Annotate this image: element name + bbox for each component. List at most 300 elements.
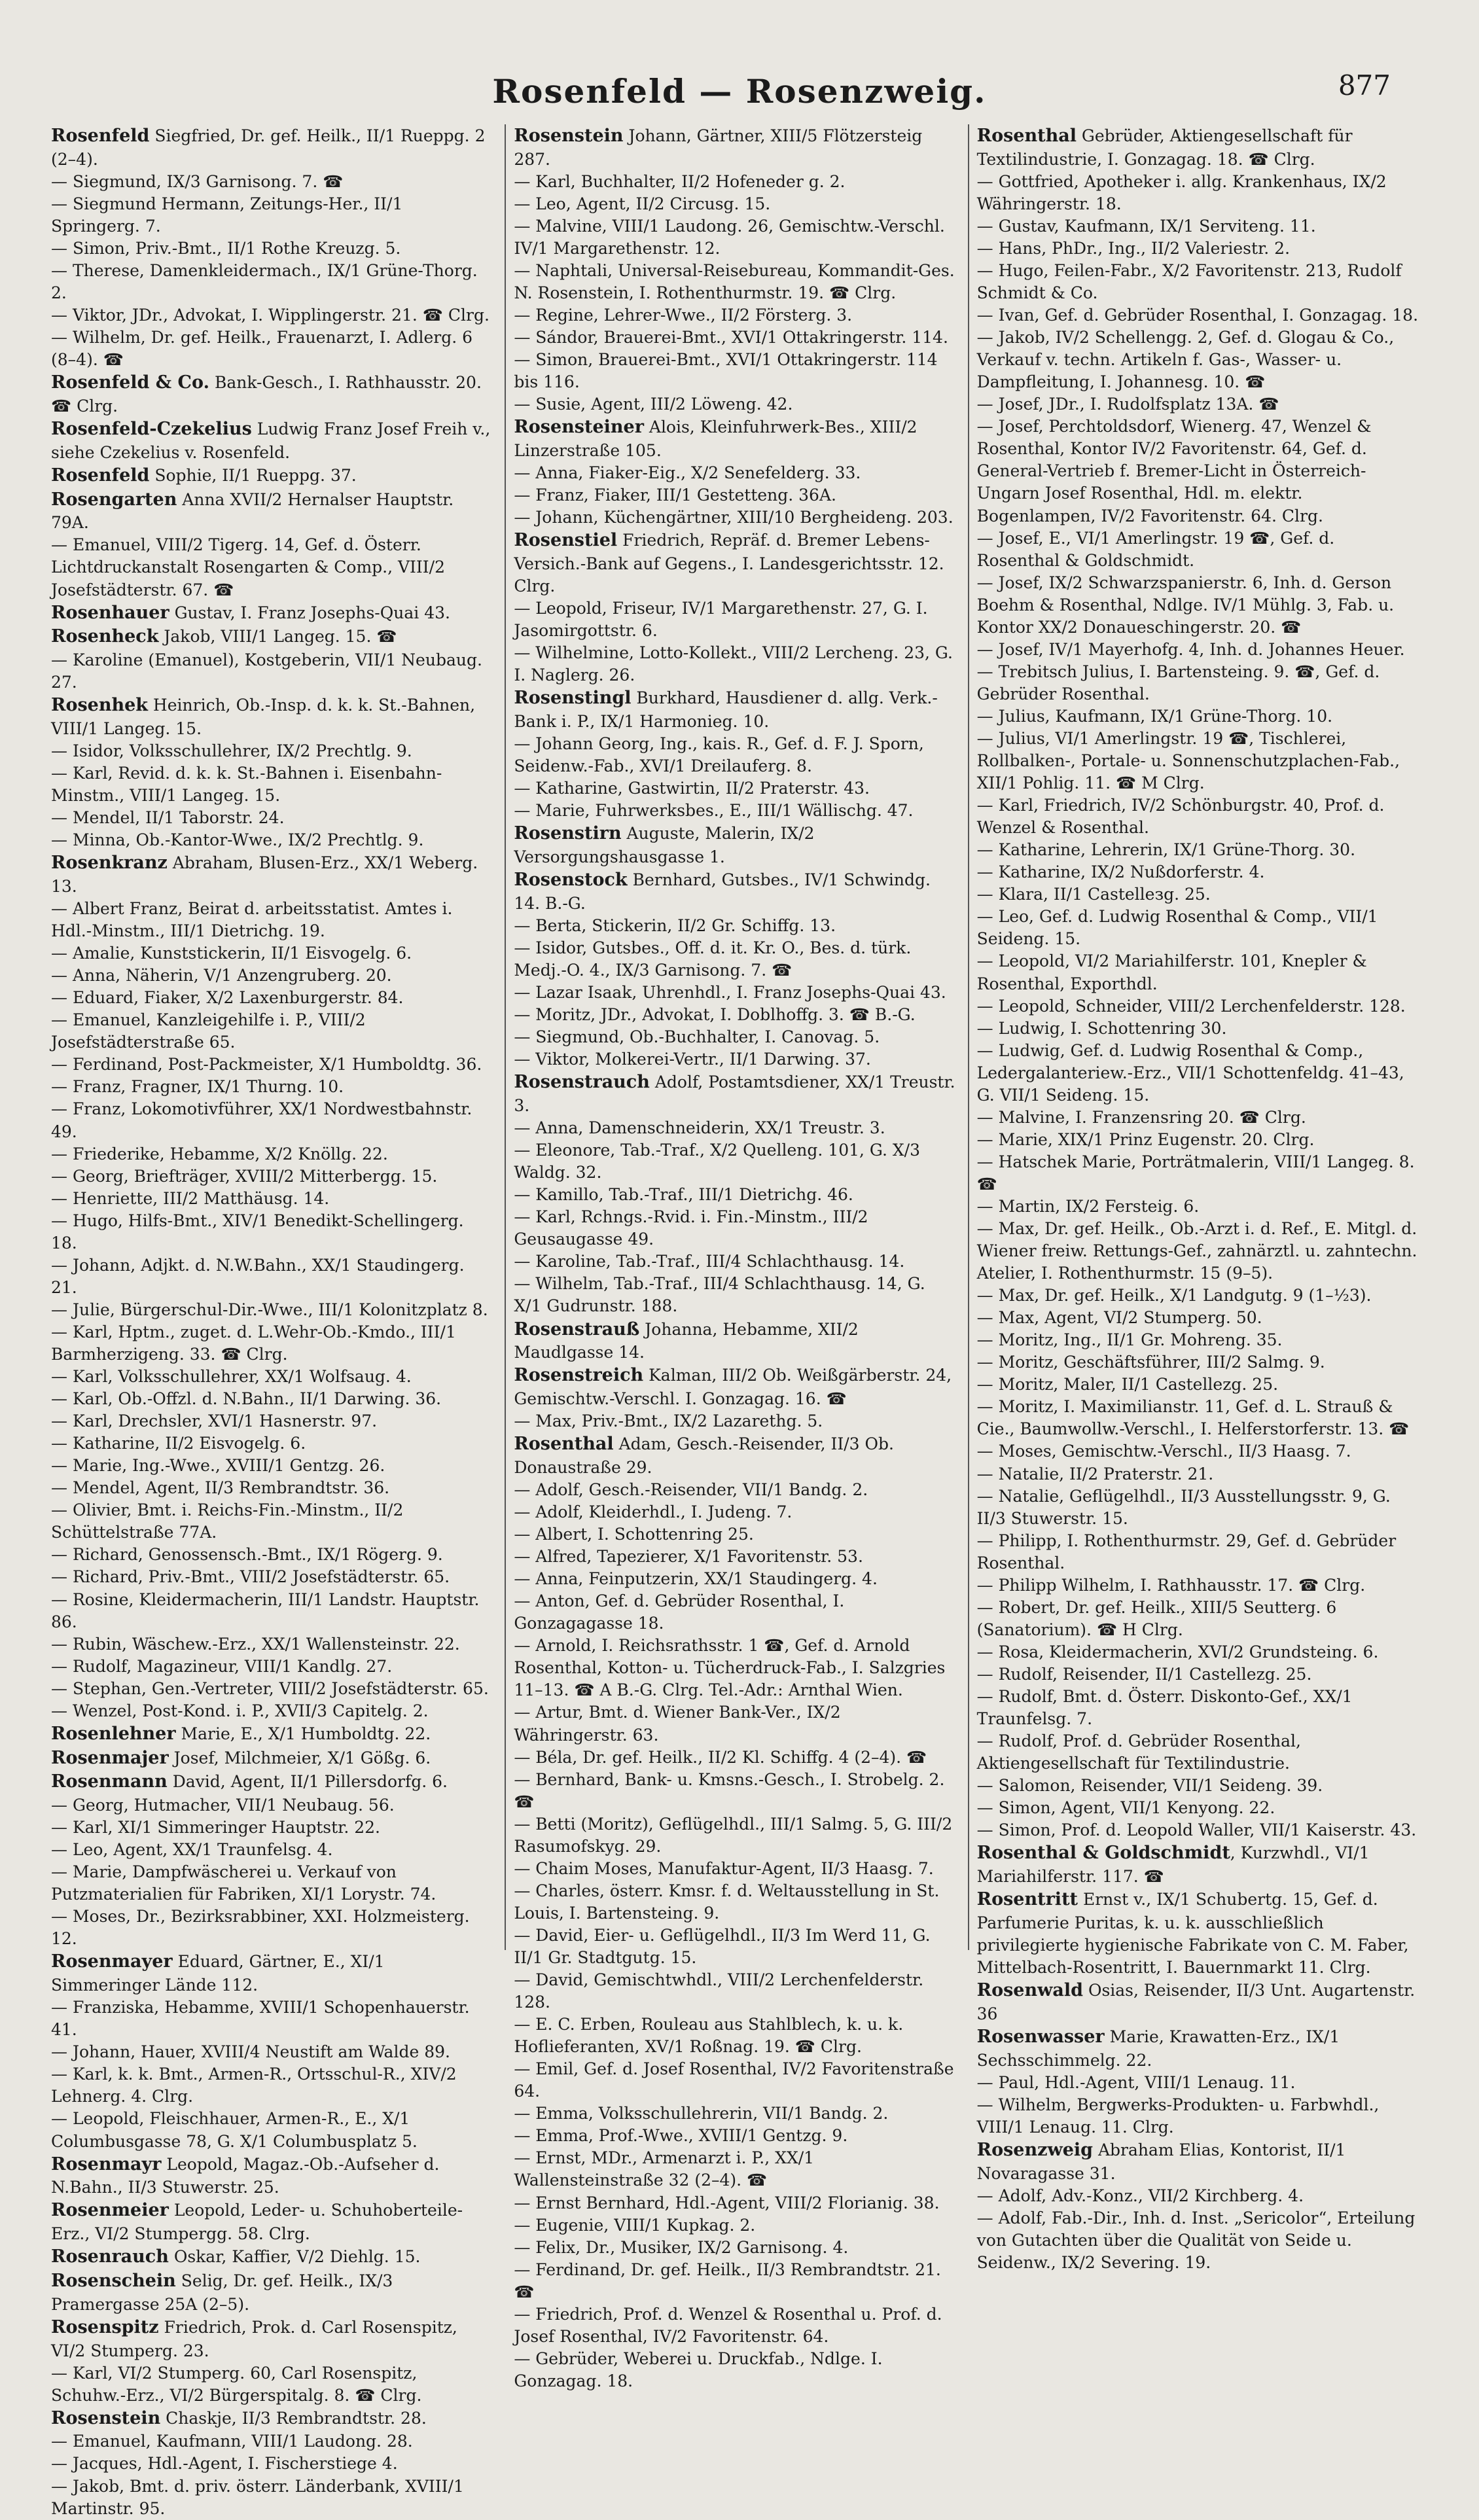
directory-entry	[514, 1880, 955, 1925]
entry-text: — Mendel, II/1 Taborstr. 24.	[51, 808, 285, 828]
directory-entry	[51, 1321, 493, 1366]
directory-entry	[514, 1273, 955, 1317]
entry-text: — Marie, Fuhrwerksbes., E., III/1 Wällischg. 47.	[514, 801, 914, 821]
entry-text: — Philipp Wilhelm, I. Rathhausstr. 17. ☎ Clrg.	[976, 1575, 1366, 1595]
entry-text: — Rudolf, Prof. d. Gebrüder Rosenthal, Aktiengesellschaft für Textilindustrie.	[976, 1731, 1301, 1773]
directory-entry	[977, 215, 1419, 238]
entry-text: — Simon, Prof. d. Leopold Waller, VII/1 Kaiserstr. 43.	[976, 1820, 1417, 1840]
entry-text: — Jakob, Bmt. d. priv. österr. Länderbank, XVIII/1 Martinstr. 95.	[51, 2476, 464, 2518]
entry-text: — Emanuel, VIII/2 Tigerg. 14, Gef. d. Österr. Lichtdruckanstalt Rosengarten & Comp., VIII/2 Josefstädterstr. 67. ☎	[51, 535, 446, 599]
entry-text: — Ferdinand, Dr. gef. Heilk., II/3 Rembrandtstr. 21. ☎	[514, 2260, 941, 2301]
directory-entry	[514, 529, 955, 597]
entry-surname: Rosenfeld-Czekelius	[51, 419, 252, 440]
entry-surname: Rosenstein	[51, 2407, 161, 2428]
entry-text: — Siegmund Hermann, Zeitungs-Her., II/1 Springerg. 7.	[51, 194, 403, 236]
entry-text: Sophie, II/1 Rueppg. 37.	[149, 465, 357, 485]
entry-text: — Olivier, Bmt. i. Reichs-Fin.-Minstm., II/2 Schüttelstraße 77A.	[51, 1500, 404, 1542]
directory-entry	[977, 2207, 1419, 2274]
entry-surname: Rosenfeld	[51, 465, 150, 486]
entry-surname: Rosenmayr	[51, 2154, 162, 2174]
directory-entry	[51, 694, 493, 740]
entry-text: — Therese, Damenkleidermach., IX/1 Grüne-Thorg. 2.	[51, 261, 478, 303]
entry-text: — Anna, Fiaker-Eig., X/2 Senefelderg. 33.	[514, 463, 861, 483]
entry-text: — Josef, Perchtoldsdorf, Wienerg. 47, Wenzel & Rosenthal, Kontor IV/2 Favoritenstr. 64, Gef. d. General-Vertrieb f. Bremer-Licht in Österreich-Ungarn Josef Rosenthal, Hdl. m. elektr. Bogenlampen, IV/2 Favoritenstr. 64. Clrg.	[976, 417, 1372, 525]
directory-entry	[514, 1206, 955, 1251]
directory-entry	[51, 1455, 493, 1477]
entry-text: — Leopold, Fleischhauer, Armen-R., E., X/1 Columbusgasse 78, G. X/1 Columbusplatz 5.	[51, 2109, 418, 2151]
entry-text: — Emma, Volksschullehrerin, VII/1 Bandg. 2.	[514, 2104, 889, 2123]
directory-entry	[514, 260, 955, 304]
entry-text: — David, Gemischtwhdl., VIII/2 Lerchenfelderstr. 128.	[514, 1970, 924, 2012]
entry-text: — Max, Dr. gef. Heilk., X/1 Landgutg. 9 (1–½3).	[976, 1286, 1372, 1305]
entry-text: — Leo, Agent, XX/1 Traunfelsg. 4.	[51, 1840, 333, 1860]
directory-entry	[514, 2147, 955, 2192]
directory-entry	[977, 1196, 1419, 1218]
directory-entry	[977, 1485, 1419, 1530]
entry-text: — Moses, Gemischtw.-Verschl., II/3 Haasg. 7.	[976, 1442, 1351, 1461]
entry-text: — Berta, Stickerin, II/2 Gr. Schiffg. 13.	[514, 915, 836, 935]
directory-entry	[514, 800, 955, 822]
directory-entry	[514, 2192, 955, 2214]
entry-text: Ernst v., IX/1 Schubertg. 15, Gef. d. Parfumerie Puritas, k. u. k. ausschließlich privilegierte hygienische Fabrikate von C. M. Faber, Mittelbach-Rosentritt, I. Bauernmarkt 11. Clrg.	[976, 1890, 1409, 1977]
entry-text: — Leo, Gef. d. Ludwig Rosenthal & Comp., VII/1 Seideng. 15.	[976, 907, 1378, 949]
directory-entry	[514, 1410, 955, 1432]
entry-surname: Rosenthal & Goldschmidt	[976, 1843, 1230, 1864]
directory-entry	[514, 327, 955, 349]
entry-text: — E. C. Erben, Rouleau aus Stahlblech, k. u. k. Hoflieferanten, XV/1 Roßnag. 19. ☎ Clrg.	[514, 2015, 904, 2057]
directory-entry	[51, 2245, 493, 2269]
directory-entry	[514, 868, 955, 915]
directory-entry	[51, 1950, 493, 1996]
directory-entry	[514, 982, 955, 1004]
directory-entry	[977, 950, 1419, 995]
directory-entry	[51, 2269, 493, 2316]
entry-text: — Albert Franz, Beirat d. arbeitsstatist. Amtes i. Hdl.-Minstm., III/1 Dietrichg. 19.	[51, 899, 453, 941]
page-number: 877	[1338, 69, 1391, 101]
entry-text: Jakob, VIII/1 Langeg. 15. ☎	[158, 627, 397, 647]
entry-text: — Leo, Agent, II/2 Circusg. 15.	[514, 194, 771, 213]
directory-entry	[977, 304, 1419, 327]
entry-text: — Rubin, Wäschew.-Erz., XX/1 Wallensteinstr. 22.	[51, 1634, 460, 1654]
directory-entry	[51, 1366, 493, 1388]
entry-text: — Anna, Damenschneiderin, XX/1 Treustr. 3.	[514, 1118, 885, 1138]
directory-entry	[977, 1686, 1419, 1730]
directory-entry	[977, 883, 1419, 906]
entry-text: — Béla, Dr. gef. Heilk., II/2 Kl. Schiffg. 4 (2–4). ☎	[514, 1747, 927, 1767]
directory-entry	[51, 1410, 493, 1432]
directory-entry	[51, 807, 493, 829]
directory-entry	[977, 639, 1419, 661]
entry-text: Abraham Elias, Kontorist, II/1 Novaragasse 31.	[976, 2140, 1346, 2183]
entry-surname: Rosenmayer	[51, 1951, 173, 1972]
entry-text: — Betti (Moritz), Geflügelhdl., III/1 Salmg. 5, G. III/2 Rasumofskyg. 29.	[514, 1814, 953, 1856]
entry-text: Bernhard, Gutsbes., IV/1 Schwindg. 14. B.-G.	[514, 870, 931, 913]
entry-text: — Wilhelmine, Lotto-Kollekt., VIII/2 Lercheng. 23, G. I. Naglerg. 26.	[514, 643, 953, 685]
entry-text: — Chaim Moses, Manufaktur-Agent, II/3 Haasg. 7.	[514, 1858, 934, 1878]
entry-text: — Malvine, I. Franzensring 20. ☎ Clrg.	[976, 1107, 1306, 1127]
directory-entry	[51, 1054, 493, 1076]
entry-surname: Rosenheck	[51, 626, 159, 647]
entry-surname: Rosenstingl	[514, 688, 632, 709]
entry-text: — Marie, XIX/1 Prinz Eugenstr. 20. Clrg.	[976, 1129, 1315, 1149]
entry-text: — Anton, Gef. d. Gebrüder Rosenthal, I. Gonzagagasse 18.	[514, 1591, 845, 1633]
entry-text: — Amalie, Kunststickerin, II/1 Eisvogelg. 6.	[51, 944, 412, 963]
directory-entry	[51, 171, 493, 193]
entry-text: — Emanuel, Kaufmann, VIII/1 Laudong. 28.	[51, 2432, 413, 2451]
entry-text: — Katharine, II/2 Eisvogelg. 6.	[51, 1434, 306, 1453]
entry-text: Alois, Kleinfuhrwerk-Bes., XIII/2 Linzerstraße 105.	[514, 417, 918, 461]
entry-text: — Katharine, IX/2 Nußdorferstr. 4.	[976, 862, 1265, 882]
directory-entry	[514, 733, 955, 777]
directory-entry	[514, 304, 955, 327]
entry-text: — Johann, Adjkt. d. N.W.Bahn., XX/1 Staudingerg. 21.	[51, 1255, 465, 1297]
entry-text: — Isidor, Gutsbes., Off. d. it. Kr. O., Bes. d. türk. Medj.-O. 4., IX/3 Garnisong. 7. ☎	[514, 938, 912, 980]
entry-surname: Rosenthal	[514, 1434, 614, 1455]
entry-surname: Rosenstein	[514, 126, 624, 146]
directory-entry	[977, 416, 1419, 527]
entry-text: — Kamillo, Tab.-Traf., III/1 Dietrichg. 46.	[514, 1185, 853, 1205]
directory-entry	[51, 1544, 493, 1566]
entry-text: — Jakob, IV/2 Schellengg. 2, Gef. d. Glogau & Co., Verkauf v. techn. Artikeln f. Gas-, Wasser- u. Dampfleitung, I. Johannesg. 10. ☎	[976, 328, 1395, 392]
entry-text: — Moritz, Geschäftsführer, III/2 Salmg. 9.	[976, 1353, 1325, 1372]
directory-entry	[514, 1769, 955, 1813]
entry-surname: Rosenmajer	[51, 1747, 169, 1768]
directory-entry	[514, 193, 955, 215]
entry-text: — Julius, VI/1 Amerlingstr. 19 ☎, Tischlerei, Rollbalken-, Portale- u. Sonnenschutzplachen-Fab., XII/1 Pohlig. 11. ☎ M Clrg.	[976, 728, 1400, 793]
directory-entry	[514, 937, 955, 982]
directory-entry	[514, 1747, 955, 1769]
entry-text: — Max, Dr. gef. Heilk., Ob.-Arzt i. d. Ref., E. Mitgl. d. Wiener freiw. Rettungs-Gef., zahnärztl. u. zahntechn. Atelier, I. Rothenthurmstr. 15 (9–5).	[976, 1219, 1417, 1283]
entry-text: — Simon, Brauerei-Bmt., XVI/1 Ottakringerstr. 114 bis 116.	[514, 350, 938, 392]
directory-entry	[51, 1678, 493, 1700]
directory-entry	[514, 124, 955, 171]
entry-text: — Josef, JDr., I. Rudolfsplatz 13A. ☎	[976, 395, 1279, 414]
entry-surname: Rosenzweig	[976, 2139, 1094, 2160]
entry-text: Adolf, Postamtsdiener, XX/1 Treustr. 3.	[514, 1073, 955, 1116]
directory-entry	[514, 462, 955, 484]
directory-entry	[514, 777, 955, 800]
directory-entry	[514, 416, 955, 462]
column-right	[968, 124, 1419, 2272]
entry-text: Leopold, Magaz.-Ob.-Aufseher d. N.Bahn., II/3 Stuwerstr. 25.	[51, 2154, 440, 2197]
directory-entry	[977, 393, 1419, 416]
entry-surname: Rosenstiel	[514, 530, 618, 551]
entry-text: — Josef, E., VI/1 Amerlingstr. 19 ☎, Gef. d. Rosenthal & Goldschmidt.	[976, 528, 1335, 570]
directory-entry	[514, 2348, 955, 2392]
entry-text: Adam, Gesch.-Reisender, II/3 Ob. Donaustraße 29.	[514, 1434, 894, 1477]
directory-entry	[51, 898, 493, 942]
entry-text: — Ludwig, Gef. d. Ludwig Rosenthal & Comp., Ledergalanteriew.-Erz., VII/1 Schottenfeldg. 41–43, G. VII/1 Seideng. 15.	[976, 1040, 1404, 1105]
directory-entry	[977, 1730, 1419, 1775]
directory-entry	[51, 649, 493, 694]
entry-text: — Martin, IX/2 Fersteig. 6.	[976, 1196, 1200, 1216]
entry-text: — Moritz, Ing., II/1 Gr. Mohreng. 35.	[976, 1330, 1283, 1350]
entry-text: — Naphtali, Universal-Reisebureau, Kommandit-Ges. N. Rosenstein, I. Rothenthurmstr. 19. ☎ Clrg.	[514, 261, 955, 303]
directory-entry	[51, 2430, 493, 2453]
entry-text: — Anna, Feinputzerin, XX/1 Staudingerg. 4.	[514, 1569, 878, 1589]
directory-entry	[977, 238, 1419, 260]
directory-entry	[514, 1568, 955, 1590]
entry-text: — Karl, Hptm., zuget. d. L.Wehr-Ob.-Kmdo., III/1 Barmherzigeng. 33. ☎ Clrg.	[51, 1322, 456, 1364]
entry-text: — Friedrich, Prof. d. Wenzel & Rosenthal u. Prof. d. Josef Rosenthal, IV/2 Favoritenstr. 64.	[514, 2304, 942, 2346]
directory-entry	[977, 1841, 1419, 1888]
directory-entry	[51, 1700, 493, 1722]
entry-text: Heinrich, Ob.-Insp. d. k. k. St.-Bahnen, VIII/1 Langeg. 15.	[51, 696, 476, 738]
entry-text: — Moses, Dr., Bezirksrabbiner, XXI. Holzmeisterg. 12.	[51, 1907, 470, 1949]
entry-text: — Gebrüder, Weberei u. Druckfab., Ndlge. I. Gonzagag. 18.	[514, 2349, 883, 2390]
entry-text: — Johann, Küchengärtner, XIII/10 Bergheideng. 203.	[514, 508, 953, 527]
directory-entry	[514, 1117, 955, 1139]
entry-text: — Lazar Isaak, Uhrenhdl., I. Franz Josephs-Quai 43.	[514, 983, 946, 1003]
directory-entry	[51, 1861, 493, 1906]
entry-text: — Emanuel, Kanzleigehilfe i. P., VIII/2 Josefstädterstraße 65.	[51, 1010, 366, 1052]
directory-entry	[51, 2453, 493, 2475]
entry-text: — Ferdinand, Post-Packmeister, X/1 Humboldtg. 36.	[51, 1055, 482, 1074]
directory-entry	[977, 1151, 1419, 1196]
directory-entry	[51, 1254, 493, 1299]
directory-entry	[514, 1318, 955, 1364]
entry-surname: Rosensteiner	[514, 417, 644, 438]
directory-entry	[977, 2094, 1419, 2138]
entry-text: — Ernst Bernhard, Hdl.-Agent, VIII/2 Florianig. 38.	[514, 2193, 940, 2212]
directory-entry	[51, 260, 493, 304]
entry-text: Johanna, Hebamme, XII/2 Maudlgasse 14.	[514, 1319, 859, 1362]
entry-text: — Marie, Dampfwäscherei u. Verkauf von Putzmaterialien für Fabriken, XI/1 Lorystr. 74.	[51, 1862, 437, 1904]
entry-surname: Rosenfeld	[51, 126, 150, 146]
directory-entry	[51, 1388, 493, 1410]
directory-entry	[51, 1770, 493, 1794]
directory-entry	[514, 1432, 955, 1479]
entry-text: — Salomon, Reisender, VII/1 Seideng. 39.	[976, 1776, 1323, 1796]
entry-text: Siegfried, Dr. gef. Heilk., II/1 Rueppg. 2 (2–4).	[51, 126, 486, 169]
entry-text: — Max, Priv.-Bmt., IX/2 Lazarethg. 5.	[514, 1411, 823, 1431]
entry-surname: Rosenstreich	[514, 1365, 644, 1386]
directory-entry	[977, 1107, 1419, 1129]
directory-entry	[514, 1813, 955, 1858]
entry-text: — Franz, Lokomotivführer, XX/1 Nordwestbahnstr. 49.	[51, 1099, 472, 1141]
directory-entry	[977, 327, 1419, 393]
directory-entry	[51, 601, 493, 626]
entry-text: Anna XVII/2 Hernalser Hauptstr. 79A.	[51, 489, 454, 533]
directory-entry	[51, 124, 493, 171]
entry-text: — Karoline (Emanuel), Kostgeberin, VII/1 Neubaug. 27.	[51, 650, 482, 692]
directory-entry	[51, 1817, 493, 1839]
entry-text: — Ernst, MDr., Armenarzt i. P., XX/1 Wallensteinstraße 32 (2–4). ☎	[514, 2148, 815, 2190]
entry-surname: Rosenmann	[51, 1771, 168, 1792]
entry-text: — Gustav, Kaufmann, IX/1 Serviteng. 11.	[976, 216, 1316, 236]
entry-text: Kalman, III/2 Ob. Weißgärberstr. 24, Gemischtw.-Verschl. I. Gonzagag. 16. ☎	[514, 1366, 952, 1409]
directory-entry	[977, 794, 1419, 839]
entry-text: — Hugo, Feilen-Fabr., X/2 Favoritenstr. 213, Rudolf Schmidt & Co.	[976, 261, 1402, 303]
directory-entry	[51, 327, 493, 371]
entry-text: — Katharine, Lehrerin, IX/1 Grüne-Thorg. 30.	[976, 840, 1356, 860]
entry-text: — Hatschek Marie, Porträtmalerin, VIII/1 Langeg. 8. ☎	[976, 1152, 1415, 1194]
entry-text: — Franz, Fiaker, III/1 Gestetteng. 36A.	[514, 486, 836, 505]
directory-entry	[51, 1656, 493, 1678]
entry-text: — Viktor, JDr., Advokat, I. Wipplingerstr. 21. ☎ Clrg.	[51, 306, 490, 325]
entry-text: — Georg, Hutmacher, VII/1 Neubaug. 56.	[51, 1796, 395, 1815]
directory-entry	[514, 1004, 955, 1026]
entry-text: — Friederike, Hebamme, X/2 Knöllg. 22.	[51, 1144, 388, 1163]
entry-text: — Emma, Prof.-Wwe., XVIII/1 Gentzg. 9.	[514, 2126, 848, 2146]
entry-text: Auguste, Malerin, IX/2 Versorgungshausgasse 1.	[514, 824, 815, 867]
directory-entry	[514, 1546, 955, 1568]
directory-entry	[514, 1479, 955, 1501]
directory-entry	[977, 1641, 1419, 1663]
directory-entry	[977, 2072, 1419, 2094]
entry-text: — Eugenie, VIII/1 Kupkag. 2.	[514, 2215, 756, 2235]
directory-entry	[514, 1969, 955, 2014]
entry-text: — Henriette, III/2 Matthäusg. 14.	[51, 1188, 330, 1208]
entry-surname: Rosenmeier	[51, 2200, 169, 2221]
directory-entry	[514, 2125, 955, 2147]
directory-entry	[514, 1139, 955, 1184]
entry-text: — Eleonore, Tab.-Traf., X/2 Quelleng. 101, G. X/3 Waldg. 32.	[514, 1141, 920, 1182]
entry-surname: Rosenhauer	[51, 602, 169, 623]
directory-entry	[51, 1076, 493, 1098]
directory-entry	[977, 1775, 1419, 1797]
entry-text: — Karl, Buchhalter, II/2 Hofeneder g. 2.	[514, 171, 846, 191]
directory-entry	[977, 1663, 1419, 1686]
entry-text: — Simon, Agent, VII/1 Kenyong. 22.	[976, 1798, 1275, 1818]
directory-entry	[514, 1184, 955, 1206]
directory-entry	[514, 215, 955, 260]
entry-text: — Karl, Rchngs.-Rvid. i. Fin.-Minstm., III/2 Geusaugasse 49.	[514, 1207, 868, 1249]
directory-entry	[51, 1009, 493, 1054]
entry-text: — Susie, Agent, III/2 Löweng. 42.	[514, 395, 793, 414]
entry-text: — Arnold, I. Reichsrathsstr. 1 ☎, Gef. d. Arnold Rosenthal, Kotton- u. Tücherdruck-Fab., I. Salzgries 11–13. ☎ A B.-G. Clrg. Tel.-Adr.: Arnthal Wien.	[514, 1636, 946, 1700]
directory-entry	[51, 1188, 493, 1210]
entry-text: — Georg, Briefträger, XVIII/2 Mitterbergg. 15.	[51, 1166, 438, 1186]
directory-entry	[514, 822, 955, 868]
entry-text: — Hugo, Hilfs-Bmt., XIV/1 Benedikt-Schellingerg. 18.	[51, 1211, 464, 1252]
directory-entry	[51, 2362, 493, 2407]
directory-entry	[977, 661, 1419, 705]
entry-text: — Katharine, Gastwirtin, II/2 Praterstr. 43.	[514, 779, 870, 798]
directory-entry	[51, 1722, 493, 1747]
entry-text: — Karl, Drechsler, XVI/1 Hasnerstr. 97.	[51, 1411, 378, 1431]
directory-entry	[977, 1129, 1419, 1151]
entry-text: — Malvine, VIII/1 Laudong. 26, Gemischtw.-Verschl. IV/1 Margarethenstr. 12.	[514, 216, 945, 258]
entry-text: — Moritz, JDr., Advokat, I. Doblhoffg. 3. ☎ B.-G.	[514, 1005, 916, 1025]
entry-text: — Richard, Priv.-Bmt., VIII/2 Josefstädterstr. 65.	[51, 1567, 450, 1587]
directory-entry	[977, 1396, 1419, 1440]
directory-entry	[514, 2214, 955, 2237]
directory-entry	[51, 488, 493, 535]
directory-entry	[977, 1797, 1419, 1819]
directory-entry	[51, 2316, 493, 2362]
entry-text: — Julius, Kaufmann, IX/1 Grüne-Thorg. 10.	[976, 706, 1333, 726]
directory-columns	[51, 124, 1419, 2518]
directory-entry	[51, 942, 493, 965]
directory-entry	[51, 464, 493, 488]
directory-entry	[977, 1463, 1419, 1485]
entry-text: — Hans, PhDr., Ing., II/2 Valeriestr. 2.	[976, 238, 1291, 258]
entry-text: — Viktor, Molkerei-Vertr., II/1 Darwing. 37.	[514, 1050, 871, 1069]
entry-text: — Minna, Ob.-Kantor-Wwe., IX/2 Prechtlg. 9.	[51, 830, 424, 850]
directory-entry	[977, 1888, 1419, 1979]
entry-text: — Albert, I. Schottenring 25.	[514, 1525, 754, 1544]
directory-entry	[514, 2237, 955, 2259]
directory-entry	[977, 1597, 1419, 1641]
entry-text: — Felix, Dr., Musiker, IX/2 Garnisong. 4.	[514, 2237, 849, 2257]
directory-entry	[977, 839, 1419, 861]
directory-entry	[514, 1925, 955, 1969]
entry-text: — Franziska, Hebamme, XVIII/1 Schopenhauerstr. 41.	[51, 1998, 470, 2040]
entry-text: — Karl, XI/1 Simmeringer Hauptstr. 22.	[51, 1818, 380, 1837]
directory-entry	[977, 1018, 1419, 1040]
directory-entry	[51, 1098, 493, 1143]
directory-entry	[51, 829, 493, 851]
directory-entry	[51, 1165, 493, 1188]
entry-text: — Jacques, Hdl.-Agent, I. Fischerstiege 4.	[51, 2454, 398, 2474]
entry-text: — Siegmund, Ob.-Buchhalter, I. Canovag. 5.	[514, 1027, 880, 1047]
directory-entry	[977, 1440, 1419, 1463]
entry-text: — Siegmund, IX/3 Garnisong. 7. ☎	[51, 171, 344, 191]
directory-entry	[977, 1374, 1419, 1396]
entry-text: — David, Eier- u. Geflügelhdl., II/3 Im Werd 11, G. II/1 Gr. Stadtgutg. 15.	[514, 1925, 931, 1967]
directory-entry	[977, 995, 1419, 1018]
entry-text: — Mendel, Agent, II/3 Rembrandtstr. 36.	[51, 1478, 390, 1498]
entry-text: — Marie, Ing.-Wwe., XVIII/1 Gentzg. 26.	[51, 1456, 385, 1476]
entry-text: — Leopold, Friseur, IV/1 Margarethenstr. 27, G. I. Jasomirgottstr. 6.	[514, 599, 928, 641]
entry-surname: Rosentritt	[976, 1889, 1078, 1910]
directory-entry	[977, 527, 1419, 572]
entry-text: — Leopold, Schneider, VIII/2 Lerchenfelderstr. 128.	[976, 996, 1406, 1016]
directory-entry	[514, 1251, 955, 1273]
directory-entry	[514, 1048, 955, 1071]
directory-entry	[51, 2153, 493, 2199]
entry-text: — Wilhelm, Tab.-Traf., III/4 Schlachthausg. 14, G. X/1 Gudrunstr. 188.	[514, 1274, 925, 1316]
entry-text: Josef, Milchmeier, X/1 Gößg. 6.	[168, 1748, 431, 1767]
entry-text: Gustav, I. Franz Josephs-Quai 43.	[169, 603, 450, 622]
directory-entry	[514, 484, 955, 506]
entry-surname: Rosenstrauß	[514, 1319, 640, 1340]
entry-text: , Kurzwhdl., VI/1 Mariahilferstr. 117. ☎	[976, 1843, 1370, 1887]
directory-entry	[51, 2063, 493, 2108]
directory-entry	[977, 906, 1419, 950]
entry-text: — Karl, VI/2 Stumperg. 60, Carl Rosenspitz, Schuhw.-Erz., VI/2 Bürgerspitalg. 8. ☎ Clrg.	[51, 2363, 422, 2405]
entry-surname: Rosenspitz	[51, 2316, 159, 2337]
directory-entry	[977, 1979, 1419, 2025]
directory-entry	[977, 1285, 1419, 1307]
entry-surname: Rosenhek	[51, 695, 148, 716]
directory-entry	[977, 2138, 1419, 2185]
entry-text: — Regine, Lehrer-Wwe., II/2 Försterg. 3.	[514, 306, 853, 325]
entry-text: Burkhard, Hausdiener d. allg. Verk.-Bank i. P., IX/1 Harmoniеg. 10.	[514, 688, 938, 732]
directory-entry	[514, 2103, 955, 2125]
directory-entry	[51, 1794, 493, 1817]
directory-entry	[51, 762, 493, 807]
directory-entry	[977, 171, 1419, 215]
directory-entry	[977, 1218, 1419, 1285]
entry-text: — Robert, Dr. gef. Heilk., XIII/5 Seutterg. 6 (Sanatorium). ☎ H Clrg.	[976, 1597, 1337, 1639]
entry-text: — Bernhard, Bank- u. Kmsns.-Gesch., I. Strobelg. 2. ☎	[514, 1769, 945, 1811]
directory-entry	[51, 1906, 493, 1950]
entry-text: Abraham, Blusen-Erz., XX/1 Weberg. 13.	[51, 853, 478, 896]
directory-entry	[977, 2025, 1419, 2072]
entry-surname: Rosengarten	[51, 489, 177, 510]
directory-entry	[977, 1530, 1419, 1574]
entry-surname: Rosenschein	[51, 2270, 176, 2291]
entry-text: Chaskje, II/3 Rembrandtstr. 28.	[160, 2408, 427, 2428]
directory-entry	[514, 1523, 955, 1546]
entry-text: David, Agent, II/1 Pillersdorfg. 6.	[167, 1772, 448, 1792]
entry-text: — Rudolf, Magazineur, VIII/1 Kandlg. 27.	[51, 1656, 393, 1676]
entry-surname: Rosenstrauch	[514, 1072, 650, 1093]
entry-text: — Max, Agent, VI/2 Stumperg. 50.	[976, 1308, 1262, 1328]
entry-text: — Stephan, Gen.-Vertreter, VIII/2 Josefstädterstr. 65.	[51, 1678, 489, 1698]
